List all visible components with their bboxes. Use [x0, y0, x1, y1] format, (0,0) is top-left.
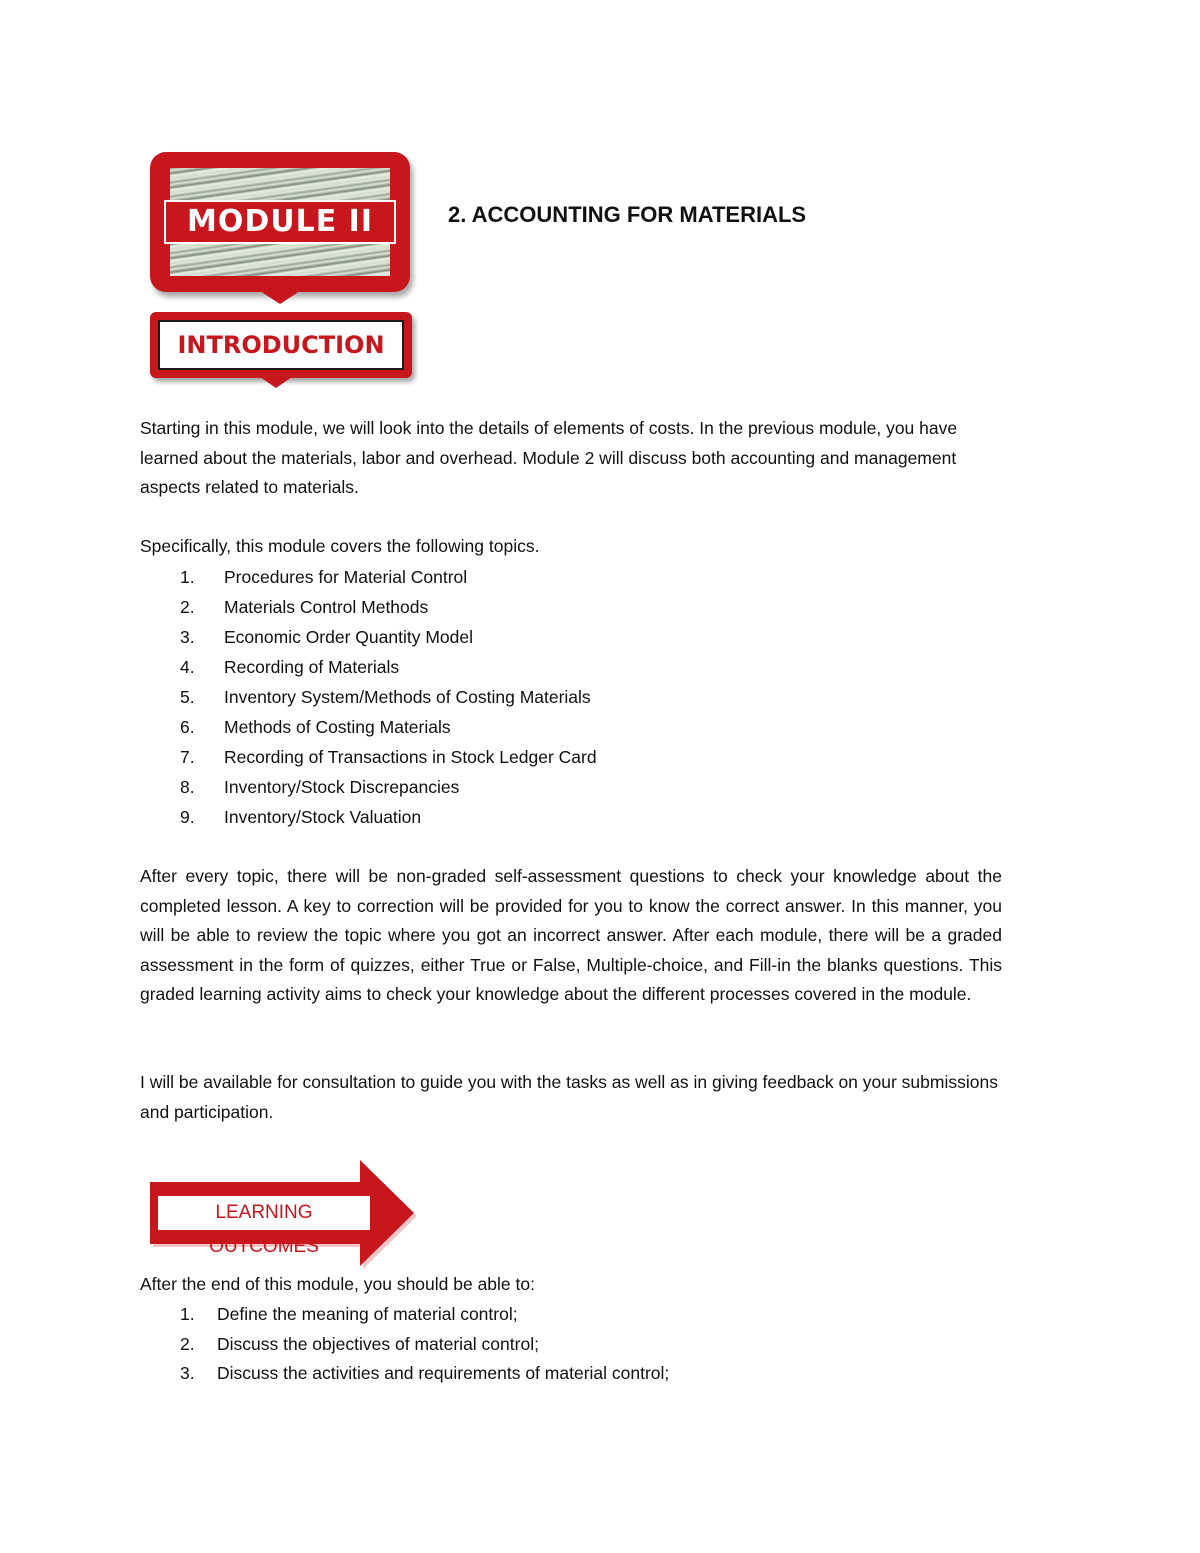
- learning-outcomes-label: LEARNING OUTCOMES: [209, 1202, 319, 1257]
- introduction-banner: [150, 312, 412, 378]
- list-item: 3. Discuss the activities and requirements of material control;: [180, 1363, 670, 1384]
- introduction-label: INTRODUCTION: [158, 320, 404, 370]
- outcomes-intro: After the end of this module, you should be able to:: [140, 1274, 535, 1294]
- intro-paragraph: Starting in this module, we will look into the details of elements of costs. In the previous module, you have learned about the materials, labor and overhead. Module 2 will discuss both accounting and management aspects related to materials.: [140, 418, 958, 498]
- list-item: 9. Inventory/Stock Valuation: [180, 807, 422, 827]
- list-item: 2. Discuss the objectives of material control;: [180, 1333, 539, 1354]
- list-item: 3. Economic Order Quantity Model: [180, 627, 473, 647]
- list-item: 4. Recording of Materials: [180, 657, 400, 677]
- outcomes-list: [180, 1300, 669, 1389]
- topics-intro: Specifically, this module covers the following topics.: [140, 536, 540, 556]
- list-item: 7. Recording of Transactions in Stock Ledger Card: [180, 747, 597, 767]
- list-item: 6. Methods of Costing Materials: [180, 717, 451, 737]
- list-item: 5. Inventory System/Methods of Costing Materials: [180, 687, 591, 707]
- topics-list: [180, 562, 597, 832]
- document-title: 2. ACCOUNTING FOR MATERIALS: [448, 202, 807, 227]
- module-banner: [150, 152, 410, 292]
- list-item: 2. Materials Control Methods: [180, 597, 429, 617]
- list-item: 1. Define the meaning of material control;: [180, 1304, 518, 1324]
- consultation-paragraph: I will be available for consultation to guide you with the tasks as well as in giving feedback on your submissions and participation.: [140, 1072, 998, 1122]
- list-item: 1. Procedures for Material Control: [180, 567, 468, 587]
- list-item: 8. Inventory/Stock Discrepancies: [180, 777, 460, 797]
- module-label: MODULE II: [164, 200, 396, 244]
- assessment-paragraph: After every topic, there will be non-graded self-assessment questions to check your knowledge about the completed lesson. A key to correction will be provided for you to know the correct answer. In this manner, you will be able to review the topic where you got an incorrect answer. After each module, there will be a graded assessment in the form of quizzes, either True or False, Multiple-choice, and Fill-in the blanks questions. This graded learning activity aims to check your knowledge about the different processes covered in the module.: [140, 866, 1002, 1005]
